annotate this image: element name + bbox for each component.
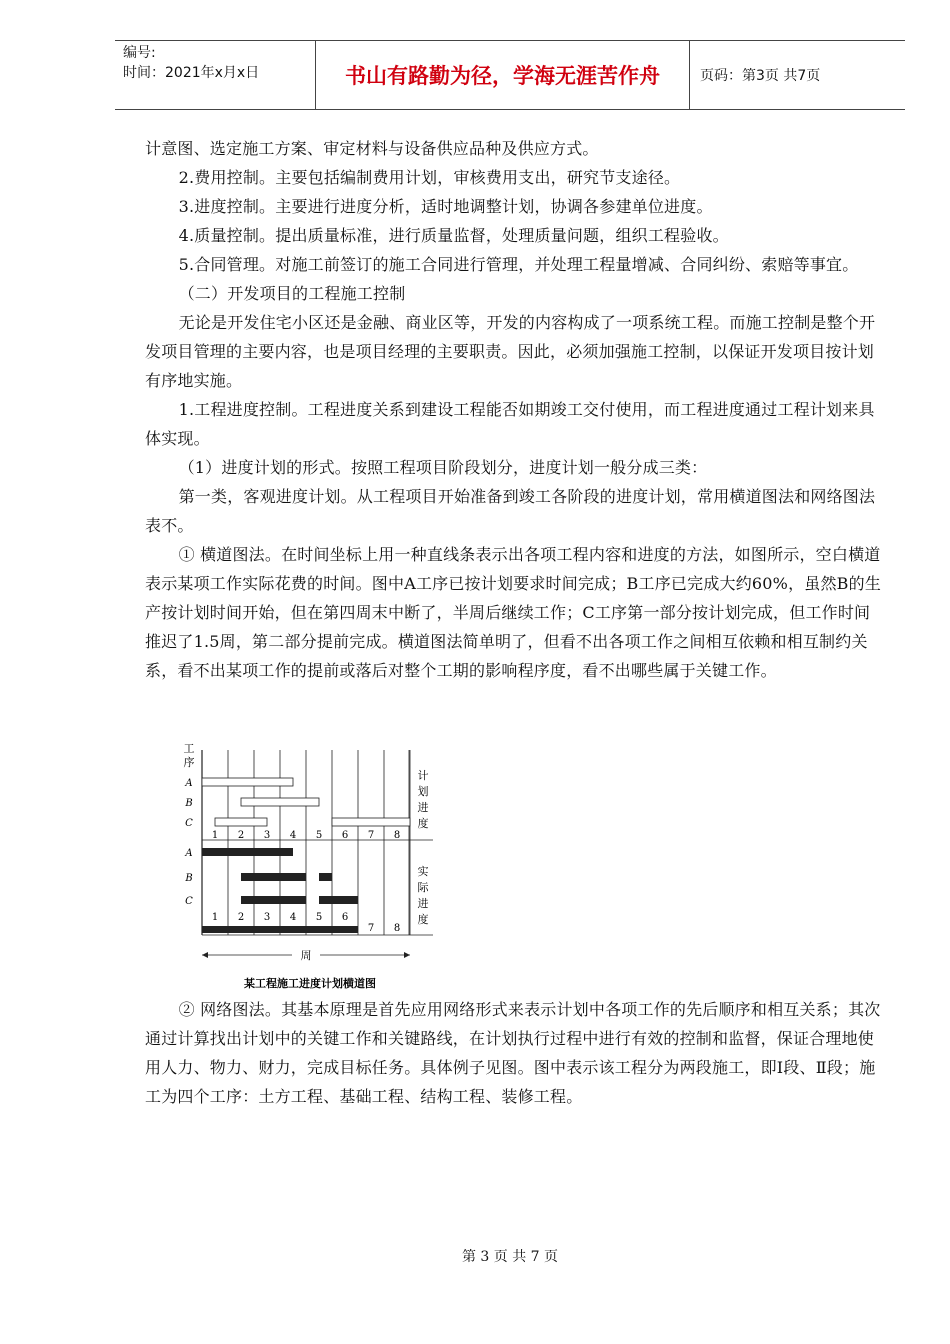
gantt-chart bbox=[175, 735, 445, 997]
actual-section-label: 实 bbox=[417, 865, 429, 878]
paragraph: 计意图、选定施工方案、审定材料与设备供应品种及供应方式。 bbox=[145, 139, 599, 158]
week-tick-label: 8 bbox=[393, 830, 401, 841]
paragraph: 2.费用控制。主要包括编制费用计划，审核费用支出，研究节支途径。 bbox=[178, 168, 681, 187]
task-label: B bbox=[185, 798, 193, 809]
planned-bar bbox=[332, 818, 410, 826]
paragraph: 无论是开发住宅小区还是金融、商业区等，开发的内容构成了一项系统工程。而施工控制是整个开发项目管理的主要内容，也是项目经理的主要职责。因此，必须加强施工控制，以保证开发项目按计划有序地实施。 bbox=[145, 313, 876, 390]
page-footer: 第 3 页 共 7 页 bbox=[461, 1249, 559, 1265]
week-tick-label: 4 bbox=[289, 912, 297, 923]
week-tick-label: 4 bbox=[289, 830, 297, 841]
x-axis-arrow-head bbox=[404, 952, 410, 958]
body-text-continued bbox=[145, 995, 885, 1111]
paragraph: 4.质量控制。提出质量标准，进行质量监督，处理质量问题，组织工程验收。 bbox=[178, 226, 729, 245]
section-heading: （二）开发项目的工程施工控制 bbox=[178, 284, 406, 303]
paragraph: （1）进度计划的形式。按照工程项目阶段划分，进度计划一般分成三类： bbox=[178, 458, 708, 477]
actual-bar bbox=[202, 848, 293, 856]
week-tick-label: 2 bbox=[237, 912, 245, 923]
actual-bar bbox=[241, 896, 306, 904]
planned-bar bbox=[241, 798, 319, 806]
task-label: C bbox=[185, 818, 193, 829]
paragraph: 第一类，客观进度计划。从工程项目开始准备到竣工各阶段的进度计划，常用横道图法和网络图法表不。 bbox=[145, 487, 876, 535]
task-label: A bbox=[185, 778, 193, 789]
week-tick-label: 7 bbox=[367, 830, 375, 841]
actual-section-label: 际 bbox=[417, 881, 429, 894]
paragraph: 1.工程进度控制。工程进度关系到建设工程能否如期竣工交付使用，而工程进度通过工程计划来具体实现。 bbox=[145, 400, 875, 448]
week-tick-label: 1 bbox=[211, 830, 219, 841]
week-tick-label: 6 bbox=[341, 912, 349, 923]
week-tick-label: 6 bbox=[341, 830, 349, 841]
header-motto: 书山有路勤为径，学海无涯苦作舟 bbox=[316, 41, 690, 109]
paragraph: ① 横道图法。在时间坐标上用一种直线条表示出各项工程内容和进度的方法，如图所示，空白横道表示某项工作实际花费的时间。图中A工序已按计划要求时间完成；B工序已完成大约60%，虽然B的生产按计划时间开始，但在第四周末中断了，半周后继续工作；C工序第一部分按计划完成，但工作时间推迟了1.5周，第二部分提前完成。横道图法简单明了，但看不出各项工作之间相互依赖和相互制约关系，看不出某项工作的提前或落后对整个工期的影响程序度，看不出哪些属于关键工作。 bbox=[145, 545, 882, 680]
x-axis-arrow-head bbox=[202, 952, 208, 958]
body-text bbox=[145, 134, 885, 685]
paragraph: 3.进度控制。主要进行进度分析，适时地调整计划，协调各参建单位进度。 bbox=[178, 197, 713, 216]
week-tick-label: 5 bbox=[315, 912, 323, 923]
progress-bar bbox=[202, 926, 358, 933]
planned-bar bbox=[215, 818, 267, 826]
task-label: B bbox=[185, 873, 193, 884]
header-meta bbox=[115, 41, 316, 109]
task-label: A bbox=[185, 848, 193, 859]
actual-section-label: 度 bbox=[417, 913, 429, 926]
week-tick-label: 2 bbox=[237, 830, 245, 841]
actual-section-label: 进 bbox=[417, 897, 429, 910]
header-table bbox=[115, 40, 905, 110]
header-page-number: 页码：第3页 共7页 bbox=[700, 68, 821, 84]
planned-section-label: 度 bbox=[417, 817, 429, 830]
chart-title: 某工程施工进度计划横道图 bbox=[244, 977, 376, 990]
paragraph: 5.合同管理。对施工前签订的施工合同进行管理，并处理工程量增减、合同纠纷、索赔等事宜。 bbox=[178, 255, 859, 274]
actual-bar bbox=[319, 896, 358, 904]
week-tick-label: 3 bbox=[263, 830, 271, 841]
paragraph: ② 网络图法。其基本原理是首先应用网络形式来表示计划中各项工作的先后顺序和相互关系；其次通过计算找出计划中的关键工作和关键路线，在计划执行过程中进行有效的控制和监督，保证合理地使用人力、物力、财力，完成目标任务。具体例子见图。图中表示该工程分为两段施工，即Ⅰ段、Ⅱ段；施工为四个工序：土方工程、基础工程、结构工程、装修工程。 bbox=[145, 1000, 881, 1106]
actual-bar bbox=[241, 873, 306, 881]
planned-section-label: 划 bbox=[417, 785, 429, 798]
week-tick-label: 8 bbox=[393, 923, 401, 934]
actual-bar bbox=[319, 873, 332, 881]
week-tick-label: 1 bbox=[211, 912, 219, 923]
document-number-label: 编号: bbox=[123, 45, 156, 61]
planned-section-label: 进 bbox=[417, 801, 429, 814]
document-time-label: 时间：2021年x月x日 bbox=[123, 65, 260, 81]
planned-section-label: 计 bbox=[417, 769, 429, 782]
task-label: C bbox=[185, 896, 193, 907]
week-tick-label: 5 bbox=[315, 830, 323, 841]
y-axis-label: 工 bbox=[183, 742, 195, 755]
x-axis-label: 周 bbox=[300, 949, 312, 962]
week-tick-label: 3 bbox=[263, 912, 271, 923]
y-axis-label: 序 bbox=[183, 756, 195, 769]
week-tick-label: 7 bbox=[367, 923, 375, 934]
planned-bar bbox=[202, 778, 293, 786]
